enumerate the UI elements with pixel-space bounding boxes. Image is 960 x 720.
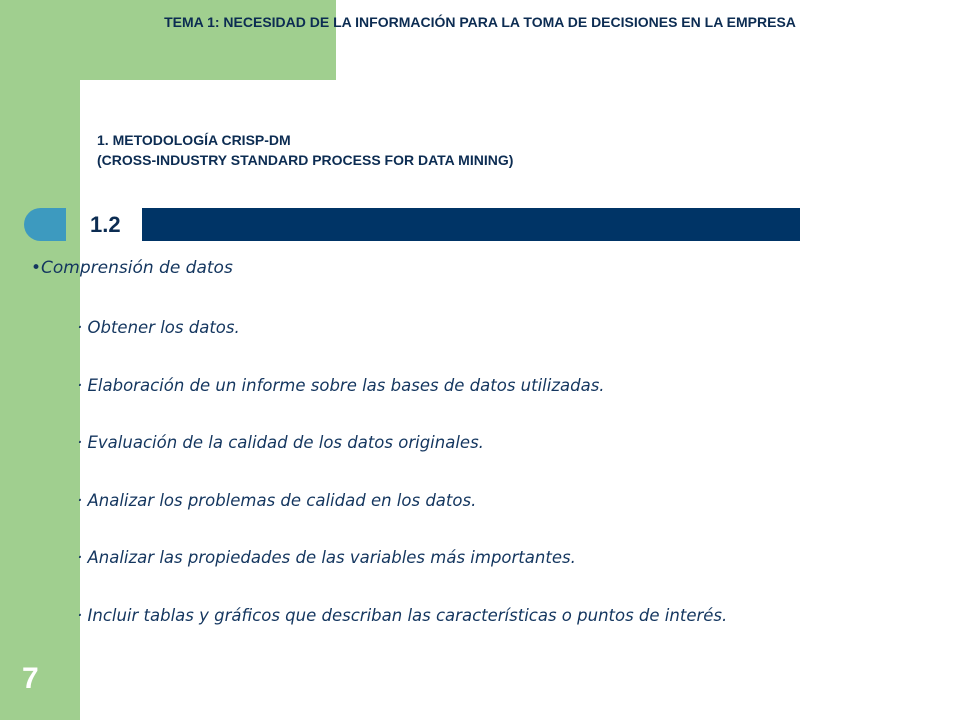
slide-subtitle: [97, 130, 513, 170]
main-bullet: •Comprensión de datos: [31, 258, 233, 278]
top-green-band: [0, 0, 336, 80]
list-item: · Evaluación de la calidad de los datos originales.: [77, 433, 484, 452]
list-item: · Analizar los problemas de calidad en los datos.: [77, 490, 477, 510]
left-green-strip: [0, 0, 80, 720]
slide-header-title: TEMA 1: NECESIDAD DE LA INFORMACIÓN PARA LA TOMA DE DECISIONES EN LA EMPRESA: [164, 14, 796, 30]
list-item: · Obtener los datos.: [77, 318, 240, 337]
sub-item-list: [77, 314, 727, 659]
section-title-bar: [142, 208, 800, 241]
subtitle-line-2: (CROSS-INDUSTRY STANDARD PROCESS FOR DATA MINING): [97, 152, 514, 168]
subtitle-line-1: 1. METODOLOGÍA CRISP-DM: [97, 132, 291, 148]
section-number: 1.2: [90, 212, 121, 237]
list-item: · Incluir tablas y gráficos que describan las características o puntos de interés.: [77, 605, 728, 625]
page-number: 7: [22, 662, 39, 695]
list-item: · Elaboración de un informe sobre las bases de datos utilizadas.: [77, 375, 605, 395]
list-item: · Analizar las propiedades de las variables más importantes.: [77, 548, 576, 567]
